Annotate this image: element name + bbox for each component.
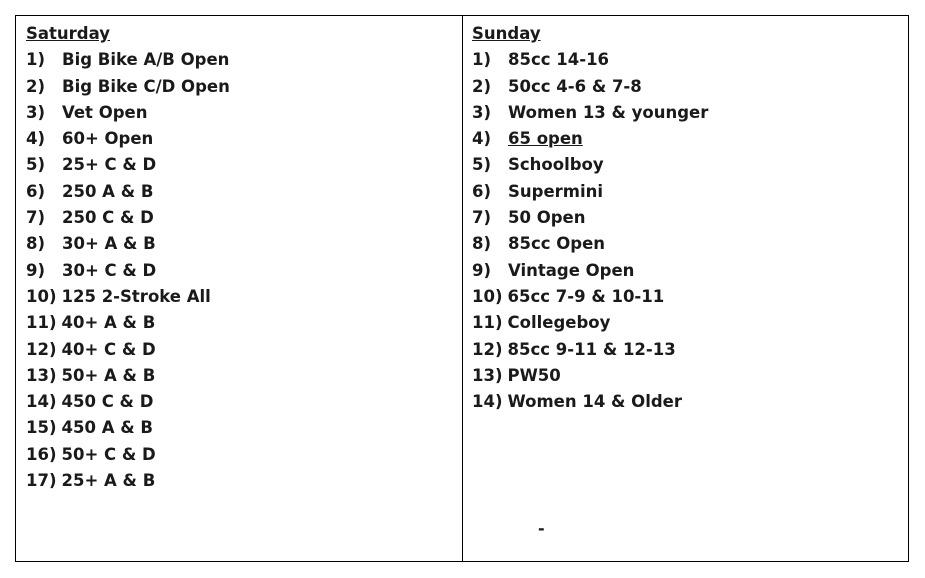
list-item (472, 205, 908, 231)
race-class: 65 open (508, 129, 583, 149)
race-class: 50 Open (508, 208, 586, 228)
race-class: Vet Open (62, 102, 148, 122)
stray-dash-mark: - (538, 519, 545, 538)
list-item (26, 100, 462, 126)
race-number: 10) (26, 286, 57, 306)
sunday-race-list (472, 47, 908, 415)
list-item (472, 284, 908, 310)
race-class: Collegeboy (507, 313, 611, 333)
sunday-column (463, 16, 908, 561)
race-number: 9) (26, 260, 46, 280)
list-item (472, 74, 908, 100)
list-item (472, 258, 908, 284)
sunday-heading: Sunday (472, 24, 541, 43)
race-class: 250 C & D (62, 208, 154, 228)
list-item (472, 126, 908, 152)
race-class: 50+ A & B (61, 365, 156, 385)
race-class: 50cc 4-6 & 7-8 (508, 76, 642, 96)
race-class: 30+ C & D (62, 260, 157, 280)
race-number: 8) (472, 234, 492, 254)
race-class: 25+ A & B (61, 471, 156, 491)
race-number: 7) (472, 208, 492, 228)
race-number: 4) (26, 129, 46, 149)
race-class: 65cc 7-9 & 10-11 (507, 286, 665, 306)
race-number: 14) (26, 392, 57, 412)
list-item (472, 231, 908, 257)
race-number: 3) (472, 102, 492, 122)
race-class: 85cc 14-16 (508, 50, 610, 70)
race-number: 13) (472, 365, 503, 385)
race-number: 10) (472, 286, 503, 306)
list-item (472, 100, 908, 126)
race-number: 15) (26, 418, 57, 438)
race-class: Women 14 & Older (507, 392, 682, 412)
list-item (26, 415, 462, 441)
race-number: 6) (472, 181, 492, 201)
list-item (26, 126, 462, 152)
race-class: 450 C & D (61, 392, 154, 412)
race-number: 14) (472, 392, 503, 412)
race-number: 4) (472, 129, 492, 149)
race-class: Schoolboy (508, 155, 604, 175)
race-class: 60+ Open (62, 129, 154, 149)
race-number: 3) (26, 102, 46, 122)
race-number: 2) (26, 76, 46, 96)
saturday-column (16, 16, 463, 561)
race-number: 5) (472, 155, 492, 175)
list-item (26, 179, 462, 205)
race-class: Supermini (508, 181, 604, 201)
race-number: 5) (26, 155, 46, 175)
list-item (26, 47, 462, 73)
list-item (472, 47, 908, 73)
race-class: 85cc 9-11 & 12-13 (507, 339, 676, 359)
race-number: 11) (472, 313, 503, 333)
list-item (26, 258, 462, 284)
race-class: 30+ A & B (62, 234, 156, 254)
list-item (472, 152, 908, 178)
list-item (26, 389, 462, 415)
race-class: 450 A & B (61, 418, 153, 438)
race-class: 40+ C & D (61, 339, 156, 359)
race-class: PW50 (507, 365, 561, 385)
race-number: 16) (26, 444, 57, 464)
race-number: 17) (26, 471, 57, 491)
list-item (472, 179, 908, 205)
list-item (472, 337, 908, 363)
race-number: 7) (26, 208, 46, 228)
race-number: 9) (472, 260, 492, 280)
list-item (472, 310, 908, 336)
list-item (26, 363, 462, 389)
race-number: 1) (472, 50, 492, 70)
race-class: 40+ A & B (61, 313, 156, 333)
list-item (472, 363, 908, 389)
list-item (26, 205, 462, 231)
list-item (26, 284, 462, 310)
list-item (26, 442, 462, 468)
race-class: 85cc Open (508, 234, 606, 254)
race-class: 50+ C & D (61, 444, 156, 464)
saturday-heading: Saturday (26, 24, 110, 43)
race-number: 1) (26, 50, 46, 70)
race-class: Big Bike A/B Open (62, 50, 230, 70)
race-class: 125 2-Stroke All (61, 286, 211, 306)
list-item (26, 152, 462, 178)
race-number: 11) (26, 313, 57, 333)
list-item (26, 337, 462, 363)
race-class: Big Bike C/D Open (62, 76, 230, 96)
race-class: Women 13 & younger (508, 102, 709, 122)
list-item (26, 231, 462, 257)
race-number: 6) (26, 181, 46, 201)
race-schedule-table (15, 15, 909, 562)
list-item (26, 74, 462, 100)
race-number: 13) (26, 365, 57, 385)
race-number: 12) (26, 339, 57, 359)
race-number: 2) (472, 76, 492, 96)
race-number: 12) (472, 339, 503, 359)
race-class: 25+ C & D (62, 155, 157, 175)
list-item (26, 468, 462, 494)
list-item (26, 310, 462, 336)
list-item (472, 389, 908, 415)
race-class: Vintage Open (508, 260, 635, 280)
race-number: 8) (26, 234, 46, 254)
saturday-race-list (26, 47, 462, 494)
race-class: 250 A & B (62, 181, 154, 201)
